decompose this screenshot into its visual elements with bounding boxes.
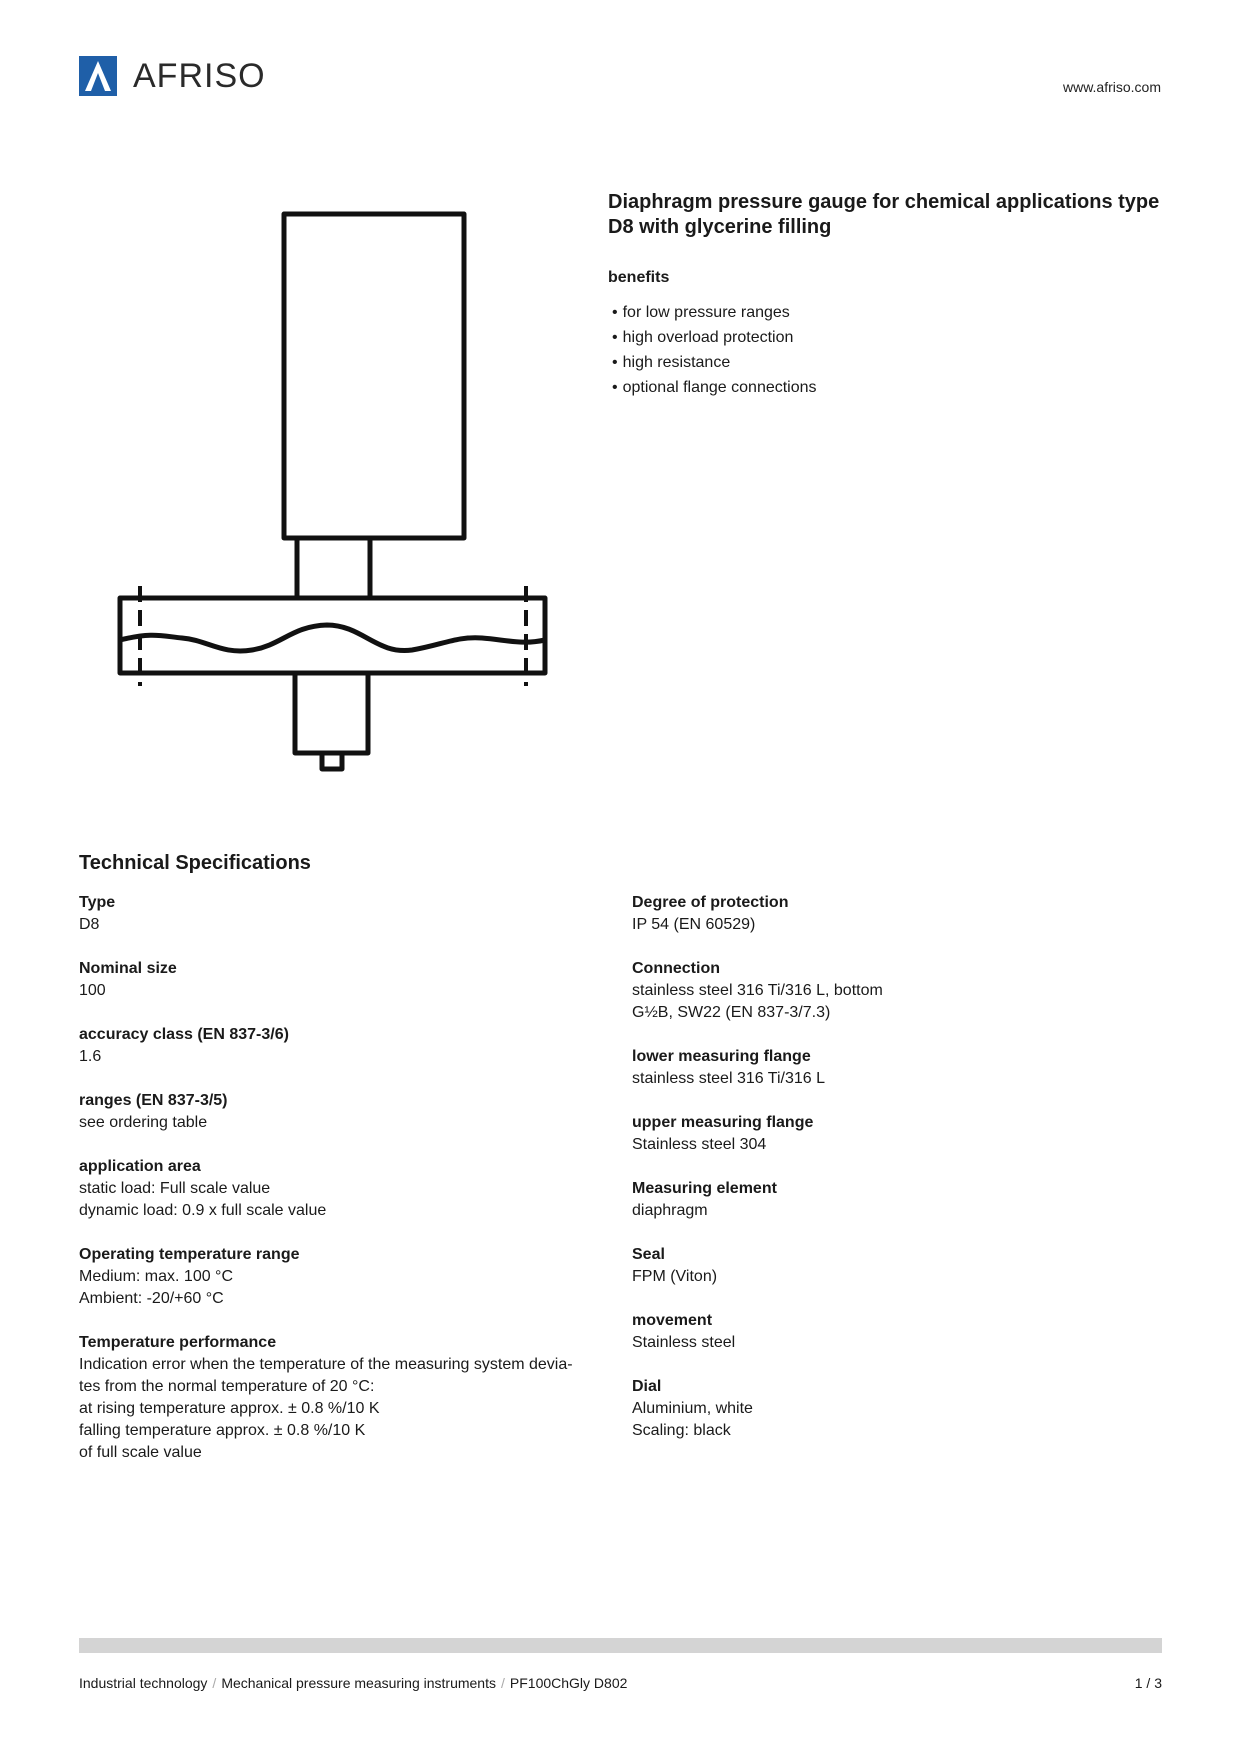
- spec-item: [632, 958, 1172, 1024]
- spec-value: Aluminium, white: [632, 1400, 753, 1417]
- spec-value: see ordering table: [79, 1114, 208, 1131]
- spec-label: Temperature performance: [79, 1334, 277, 1351]
- website-link[interactable]: www.afriso.com: [1062, 79, 1161, 95]
- spec-label: application area: [79, 1158, 201, 1175]
- spec-value: of full scale value: [79, 1444, 202, 1461]
- spec-item: [79, 1090, 619, 1134]
- spec-value: FPM (Viton): [632, 1268, 718, 1285]
- spec-value: falling temperature approx. ± 0.8 %/10 K: [79, 1422, 366, 1439]
- spec-label: upper measuring flange: [632, 1114, 814, 1131]
- spec-item: [632, 1376, 1172, 1442]
- page-footer: [79, 1675, 1162, 1691]
- spec-value: Ambient: -20/+60 °C: [79, 1290, 224, 1307]
- spec-label: Degree of protection: [632, 894, 789, 911]
- spec-label: Type: [79, 894, 116, 911]
- benefit-item: • high resistance: [612, 354, 731, 371]
- spec-label: Nominal size: [79, 960, 177, 977]
- breadcrumb-item[interactable]: Industrial technology: [79, 1675, 208, 1691]
- brand-name: AFRISO: [133, 57, 266, 95]
- spec-label: movement: [632, 1312, 713, 1329]
- spec-value: 1.6: [79, 1048, 102, 1065]
- spec-label: ranges (EN 837-3/5): [79, 1092, 228, 1109]
- spec-item: [79, 1024, 619, 1068]
- afriso-logo: [79, 56, 266, 96]
- spec-value: Medium: max. 100 °C: [79, 1268, 234, 1285]
- spec-value: 100: [79, 982, 106, 999]
- specs-left-column: [79, 892, 619, 1486]
- spec-item: [632, 1112, 1172, 1156]
- spec-value: Indication error when the temperature of the measuring system devia-: [79, 1356, 573, 1373]
- spec-value: at rising temperature approx. ± 0.8 %/10 K: [79, 1400, 380, 1417]
- spec-value: static load: Full scale value: [79, 1180, 271, 1197]
- benefit-item: • high overload protection: [612, 329, 794, 346]
- spec-value: stainless steel 316 Ti/316 L, bottom: [632, 982, 883, 999]
- afriso-triangle-logo-icon: [79, 56, 117, 96]
- spec-value: Stainless steel: [632, 1334, 736, 1351]
- spec-label: accuracy class (EN 837-3/6): [79, 1026, 289, 1043]
- specs-right-column: [632, 892, 1172, 1464]
- spec-item: [632, 1178, 1172, 1222]
- footer-breadcrumb: Industrial technology / Mechanical pressure measuring instruments / PF100ChGly D802: [79, 1675, 628, 1691]
- benefit-item: • for low pressure ranges: [612, 304, 790, 321]
- spec-label: Measuring element: [632, 1180, 777, 1197]
- spec-value: Scaling: black: [632, 1422, 731, 1439]
- spec-item: [632, 1046, 1172, 1090]
- benefits-list: [612, 300, 817, 400]
- spec-label: Seal: [632, 1246, 665, 1263]
- spec-value: diaphragm: [632, 1202, 708, 1219]
- spec-item: [632, 1244, 1172, 1288]
- gauge-drawing: [112, 200, 552, 780]
- spec-value: dynamic load: 0.9 x full scale value: [79, 1202, 327, 1219]
- spec-item: [79, 1244, 619, 1310]
- breadcrumb-item[interactable]: Mechanical pressure measuring instruments: [221, 1675, 496, 1691]
- benefits-heading: benefits: [608, 269, 670, 286]
- spec-item: [632, 892, 1172, 936]
- spec-item: [79, 892, 619, 936]
- spec-item: [79, 1156, 619, 1222]
- spec-item: [79, 1332, 619, 1464]
- spec-item: [79, 958, 619, 1002]
- specs-heading: Technical Specifications: [79, 852, 311, 874]
- spec-value: D8: [79, 916, 100, 933]
- spec-value: IP 54 (EN 60529): [632, 916, 756, 933]
- spec-item: [632, 1310, 1172, 1354]
- spec-value: tes from the normal temperature of 20 °C:: [79, 1378, 375, 1395]
- spec-label: lower measuring flange: [632, 1048, 811, 1065]
- product-title: Diaphragm pressure gauge for chemical applications type D8 with glycerine filling: [608, 191, 1160, 238]
- benefit-item: • optional flange connections: [612, 379, 817, 396]
- page-number: 1 / 3: [1134, 1675, 1162, 1691]
- spec-label: Operating temperature range: [79, 1246, 300, 1263]
- spec-value: G½B, SW22 (EN 837-3/7.3): [632, 1004, 831, 1021]
- spec-value: stainless steel 316 Ti/316 L: [632, 1070, 826, 1087]
- footer-divider: [79, 1638, 1162, 1653]
- breadcrumb-item: PF100ChGly D802: [509, 1675, 628, 1691]
- spec-label: Connection: [632, 960, 720, 977]
- spec-label: Dial: [632, 1378, 662, 1395]
- spec-value: Stainless steel 304: [632, 1136, 767, 1153]
